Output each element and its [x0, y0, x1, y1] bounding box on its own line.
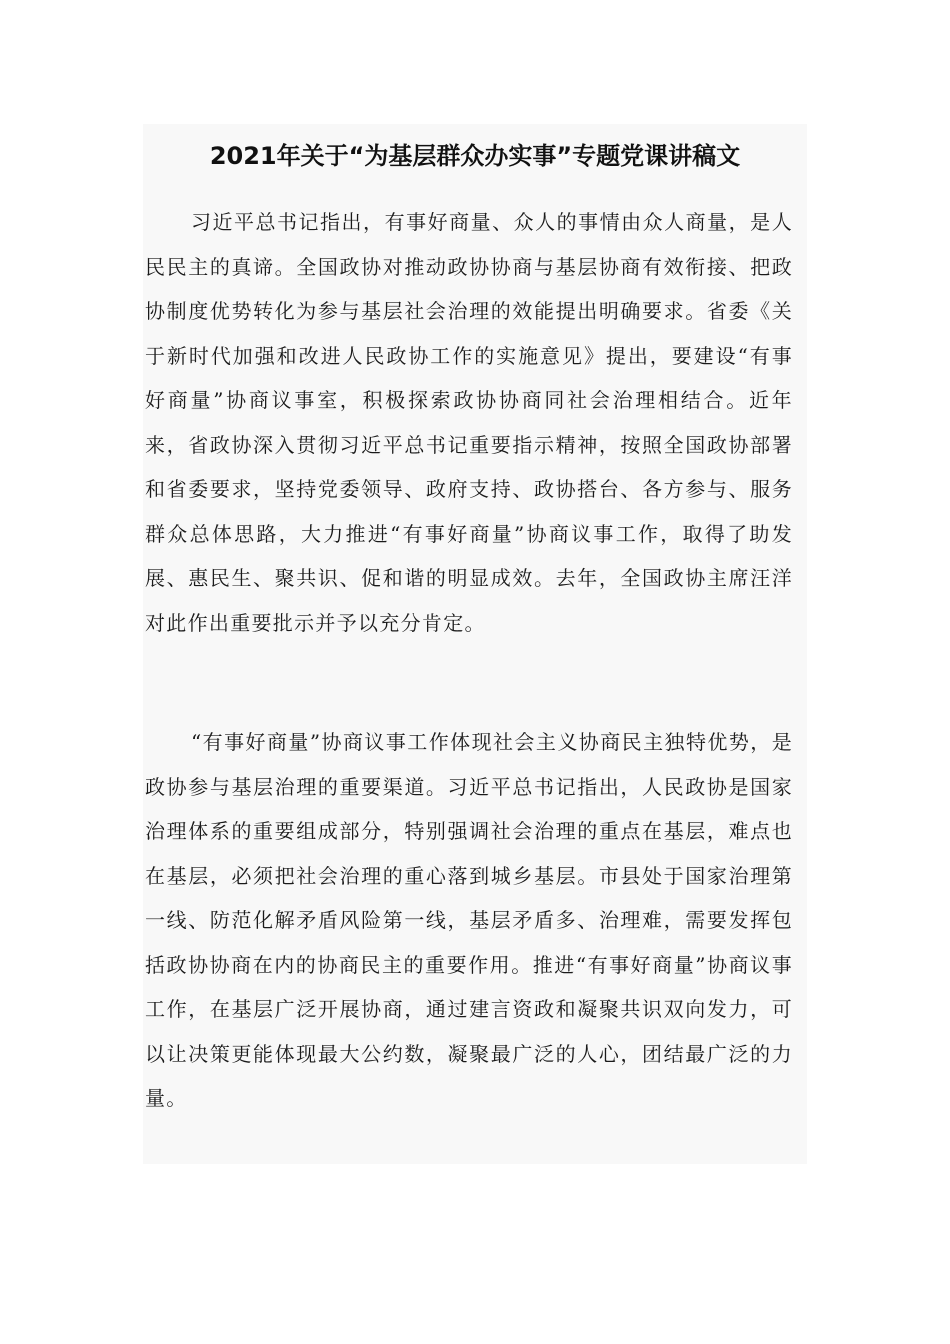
document-title: 2021年关于“为基层群众办实事”专题党课讲稿文 — [209, 142, 741, 170]
paragraph-2: “有事好商量”协商议事工作体现社会主义协商民主独特优势，是政协参与基层治理的重要渠道。习近平总书记指出，人民政协是国家治理体系的重要组成部分，特别强调社会治理的重点在基层，难点也在基层，必须把社会治理的重心落到城乡基层。市县处于国家治理第一线、防范化解矛盾风险第一线，基层矛盾多、治理难，需要发挥包括政协协商在内的协商民主的重要作用。推进“有事好商量”协商议事工作，在基层广泛开展协商，通过建言资政和凝聚共识双向发力，可以让决策更能体现最大公约数，凝聚最广泛的人心，团结最广泛的力量。 — [145, 730, 793, 1110]
document-body — [143, 124, 807, 1164]
paragraph-1: 习近平总书记指出，有事好商量、众人的事情由众人商量，是人民民主的真谛。全国政协对推动政协协商与基层协商有效衔接、把政协制度优势转化为参与基层社会治理的效能提出明确要求。省委《关于新时代加强和改进人民政协工作的实施意见》提出，要建设“有事好商量”协商议事室，积极探索政协协商同社会治理相结合。近年来，省政协深入贯彻习近平总书记重要指示精神，按照全国政协部署和省委要求，坚持党委领导、政府支持、政协搭台、各方参与、服务群众总体思路，大力推进“有事好商量”协商议事工作，取得了助发展、惠民生、聚共识、促和谐的明显成效。去年，全国政协主席汪洋对此作出重要批示并予以充分肯定。 — [145, 210, 793, 635]
